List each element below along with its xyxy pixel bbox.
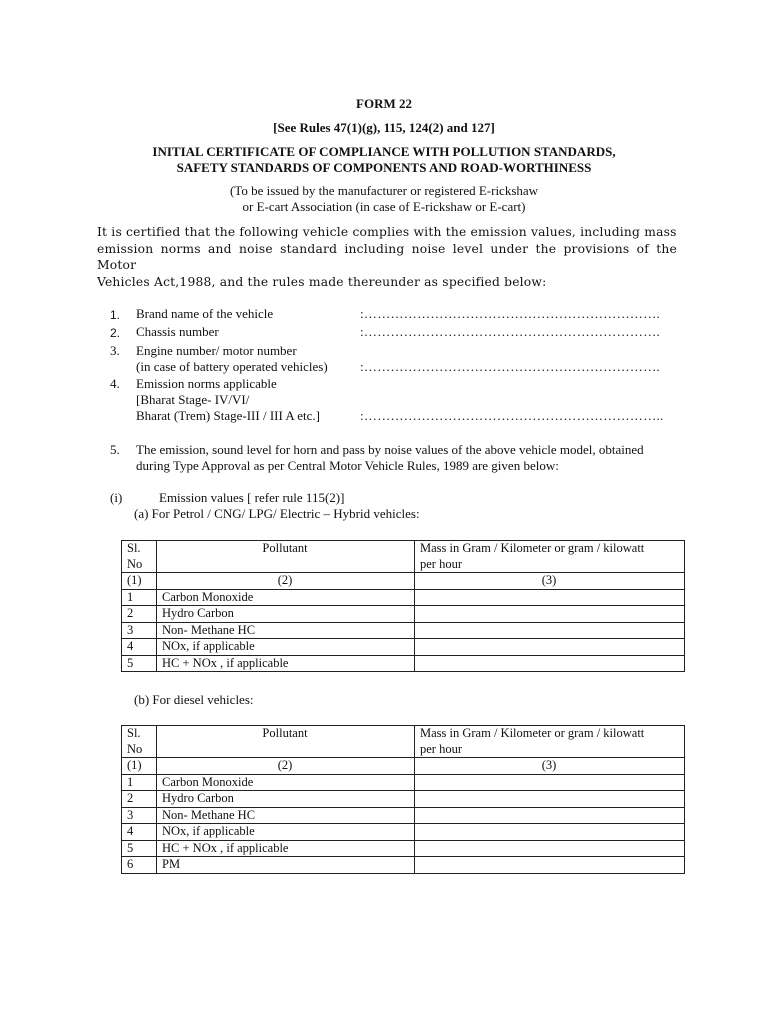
intro-line-3: Vehicles Act,1988, and the rules made thereunder as specified below: (97, 274, 547, 289)
mass-cell (415, 857, 685, 874)
pollutant-cell: Non- Methane HC (157, 622, 415, 639)
table-row (122, 840, 685, 857)
column-number-3: (3) (415, 758, 685, 775)
mass-cell (415, 774, 685, 791)
item-5-line-1: The emission, sound level for horn and pass by noise values of the above vehicle model, obtained (136, 442, 644, 457)
column-number-2: (2) (157, 573, 415, 590)
title-line-2: SAFETY STANDARDS OF COMPONENTS AND ROAD-WORTHINESS (176, 160, 592, 175)
mass-cell (415, 622, 685, 639)
field-3-blank: :…………………………………………………………. (360, 359, 661, 374)
field-2-number: 2. (110, 326, 121, 340)
rules-reference: [See Rules 47(1)(g), 115, 124(2) and 127] (273, 120, 495, 135)
pollutant-cell: Carbon Monoxide (157, 774, 415, 791)
table-row (122, 606, 685, 623)
table-row (122, 589, 685, 606)
mass-cell (415, 655, 685, 672)
pollutant-cell: PM (157, 857, 415, 874)
sl-no-cell: 5 (122, 840, 157, 857)
pollutant-header: Pollutant (157, 541, 415, 573)
table-row (122, 639, 685, 656)
item-5-line-2: during Type Approval as per Central Motor Vehicle Rules, 1989 are given below: (136, 458, 559, 473)
issued-by-line-2: or E-cart Association (in case of E-rickshaw or E-cart) (242, 199, 526, 214)
pollutant-cell: HC + NOx , if applicable (157, 655, 415, 672)
intro-line-2: emission norms and noise standard including noise level under the provisions of the Motor (97, 241, 677, 272)
mass-cell (415, 840, 685, 857)
mass-cell (415, 807, 685, 824)
field-3-number: 3. (110, 343, 120, 358)
mass-cell (415, 824, 685, 841)
field-1-number: 1. (110, 308, 121, 322)
table-row (122, 807, 685, 824)
table-header-row (122, 541, 685, 573)
emission-table-diesel (121, 725, 685, 874)
sl-no-cell: 1 (122, 774, 157, 791)
pollutant-cell: Non- Methane HC (157, 807, 415, 824)
sl-no-cell: 3 (122, 622, 157, 639)
field-4-label-note-1: [Bharat Stage- IV/VI/ (136, 392, 250, 407)
sl-no-cell: 3 (122, 807, 157, 824)
sl-no-header: Sl. No (122, 541, 157, 573)
table-row (122, 774, 685, 791)
section-i-sub-b: (b) For diesel vehicles: (134, 692, 254, 707)
table-row (122, 791, 685, 808)
field-4-blank: :………………………………………………………….. (360, 408, 664, 423)
field-2-blank: :…………………………………………………………. (360, 324, 661, 339)
title-line-1: INITIAL CERTIFICATE OF COMPLIANCE WITH POLLUTION STANDARDS, (152, 144, 616, 159)
table-row (122, 857, 685, 874)
mass-cell (415, 791, 685, 808)
mass-header: Mass in Gram / Kilometer or gram / kilowatt per hour (415, 726, 685, 758)
intro-paragraph (97, 224, 677, 290)
column-number-1: (1) (122, 758, 157, 775)
field-1-label: Brand name of the vehicle (136, 306, 274, 321)
sl-no-cell: 5 (122, 655, 157, 672)
column-number-1: (1) (122, 573, 157, 590)
sl-no-cell: 6 (122, 857, 157, 874)
form-number: FORM 22 (356, 96, 412, 111)
table-row (122, 622, 685, 639)
table-row (122, 824, 685, 841)
field-4-label-note-2: Bharat (Trem) Stage-III / III A etc.] (136, 408, 320, 423)
field-3-label: Engine number/ motor number (136, 343, 297, 358)
section-i-sub-a: (a) For Petrol / CNG/ LPG/ Electric – Hybrid vehicles: (134, 506, 420, 521)
column-number-2: (2) (157, 758, 415, 775)
column-number-3: (3) (415, 573, 685, 590)
field-4-label: Emission norms applicable (136, 376, 277, 391)
item-5-number: 5. (110, 442, 120, 457)
pollutant-cell: HC + NOx , if applicable (157, 840, 415, 857)
mass-cell (415, 606, 685, 623)
sl-no-cell: 2 (122, 606, 157, 623)
emission-table-petrol (121, 540, 685, 672)
field-1-blank: :…………………………………………………………. (360, 306, 661, 321)
mass-header: Mass in Gram / Kilometer or gram / kilowatt per hour (415, 541, 685, 573)
field-3-label-note: (in case of battery operated vehicles) (136, 359, 328, 374)
section-i-title: Emission values [ refer rule 115(2)] (159, 490, 345, 505)
sl-no-cell: 2 (122, 791, 157, 808)
mass-cell (415, 589, 685, 606)
pollutant-cell: NOx, if applicable (157, 639, 415, 656)
section-i-number: (i) (110, 490, 123, 505)
sl-no-cell: 4 (122, 639, 157, 656)
field-2-label: Chassis number (136, 324, 219, 339)
sl-no-header: Sl. No (122, 726, 157, 758)
field-4-number: 4. (110, 376, 120, 391)
table-column-number-row (122, 758, 685, 775)
pollutant-cell: NOx, if applicable (157, 824, 415, 841)
sl-no-cell: 4 (122, 824, 157, 841)
table-row (122, 655, 685, 672)
pollutant-cell: Carbon Monoxide (157, 589, 415, 606)
mass-cell (415, 639, 685, 656)
table-header-row (122, 726, 685, 758)
issued-by-line-1: (To be issued by the manufacturer or registered E-rickshaw (229, 183, 539, 198)
intro-line-1: It is certified that the following vehicle complies with the emission values, including mass (97, 225, 677, 239)
pollutant-header: Pollutant (157, 726, 415, 758)
pollutant-cell: Hydro Carbon (157, 791, 415, 808)
table-column-number-row (122, 573, 685, 590)
pollutant-cell: Hydro Carbon (157, 606, 415, 623)
sl-no-cell: 1 (122, 589, 157, 606)
